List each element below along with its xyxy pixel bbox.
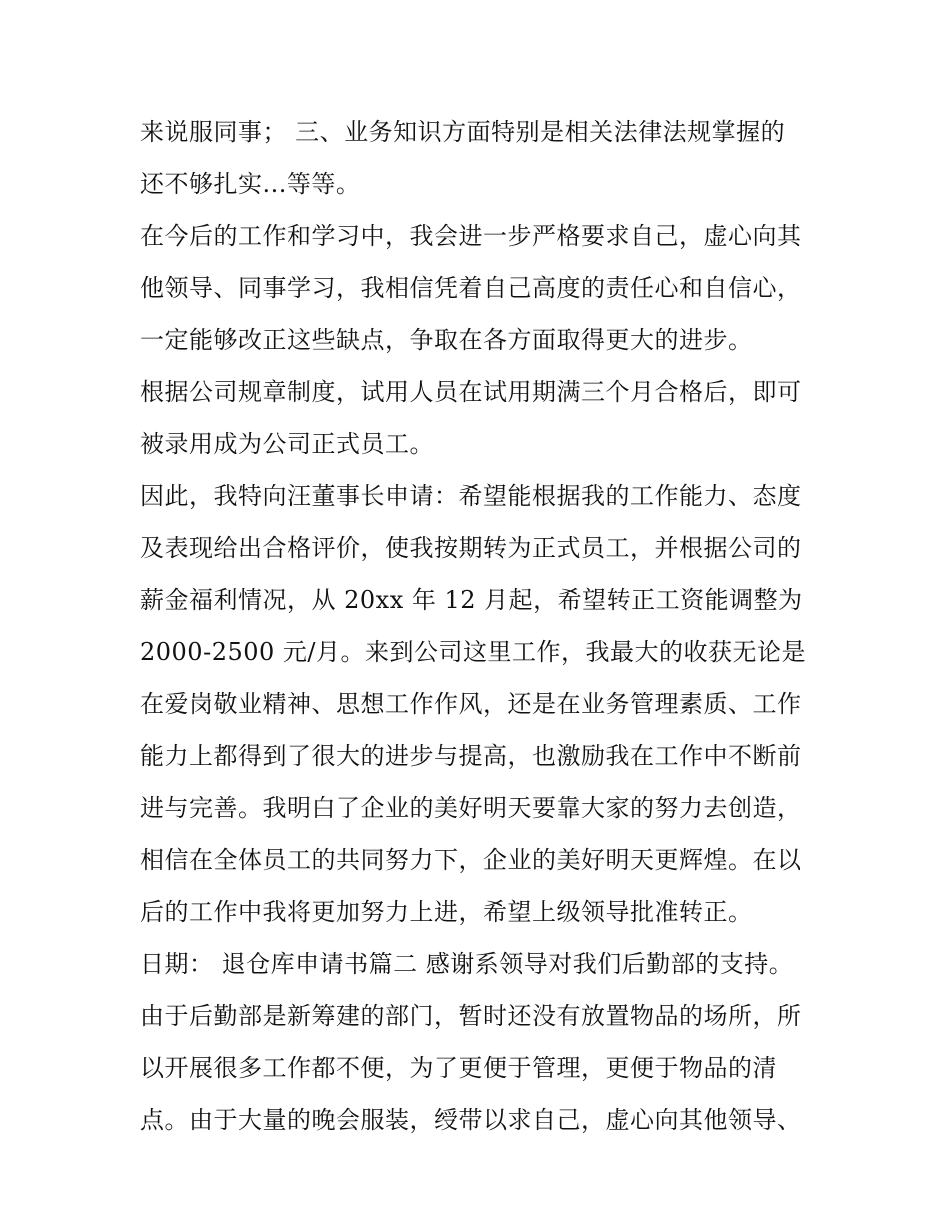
document-body (140, 106, 830, 1146)
text-line: 被录用成为公司正式员工。 (140, 430, 434, 458)
text-line: 在爱岗敬业精神、思想工作作风，还是在业务管理素质、工作 (140, 690, 802, 718)
text-line: 2000-2500 元/月。来到公司这里工作，我最大的收获无论是 (140, 638, 806, 666)
text-line: 后的工作中我将更加努力上进，希望上级领导批准转正。 (140, 898, 753, 926)
text-line: 因此，我特向汪董事长申请：希望能根据我的工作能力、态度 (140, 482, 802, 510)
text-line: 进与完善。我明白了企业的美好明天要靠大家的努力去创造， (140, 794, 802, 822)
text-line: 在今后的工作和学习中，我会进一步严格要求自己，虚心向其 (140, 222, 802, 250)
text-line: 薪金福利情况，从 20xx 年 12 月起，希望转正工资能调整为 (140, 586, 803, 614)
text-line: 他领导、同事学习，我相信凭着自己高度的责任心和自信心， (140, 274, 802, 302)
text-line: 点。由于大量的晚会服装，绶带以求自己，虚心向其他领导、 (140, 1106, 802, 1134)
text-line: 来说服同事； 三、业务知识方面特别是相关法律法规掌握的 (140, 118, 786, 146)
text-line: 及表现给出合格评价，使我按期转为正式员工，并根据公司的 (140, 534, 802, 562)
text-line: 能力上都得到了很大的进步与提高，也激励我在工作中不断前 (140, 742, 802, 770)
text-line: 一定能够改正这些缺点，争取在各方面取得更大的进步。 (140, 326, 753, 354)
text-line: 还不够扎实...等等。 (140, 170, 361, 198)
text-line: 以开展很多工作都不便，为了更便于管理，更便于物品的清 (140, 1054, 777, 1082)
text-line: 由于后勤部是新筹建的部门，暂时还没有放置物品的场所，所 (140, 1002, 802, 1030)
text-line: 相信在全体员工的共同努力下，企业的美好明天更辉煌。在以 (140, 846, 802, 874)
text-line: 根据公司规章制度，试用人员在试用期满三个月合格后，即可 (140, 378, 802, 406)
text-line: 日期： 退仓库申请书篇二 感谢系领导对我们后勤部的支持。 (140, 950, 794, 978)
